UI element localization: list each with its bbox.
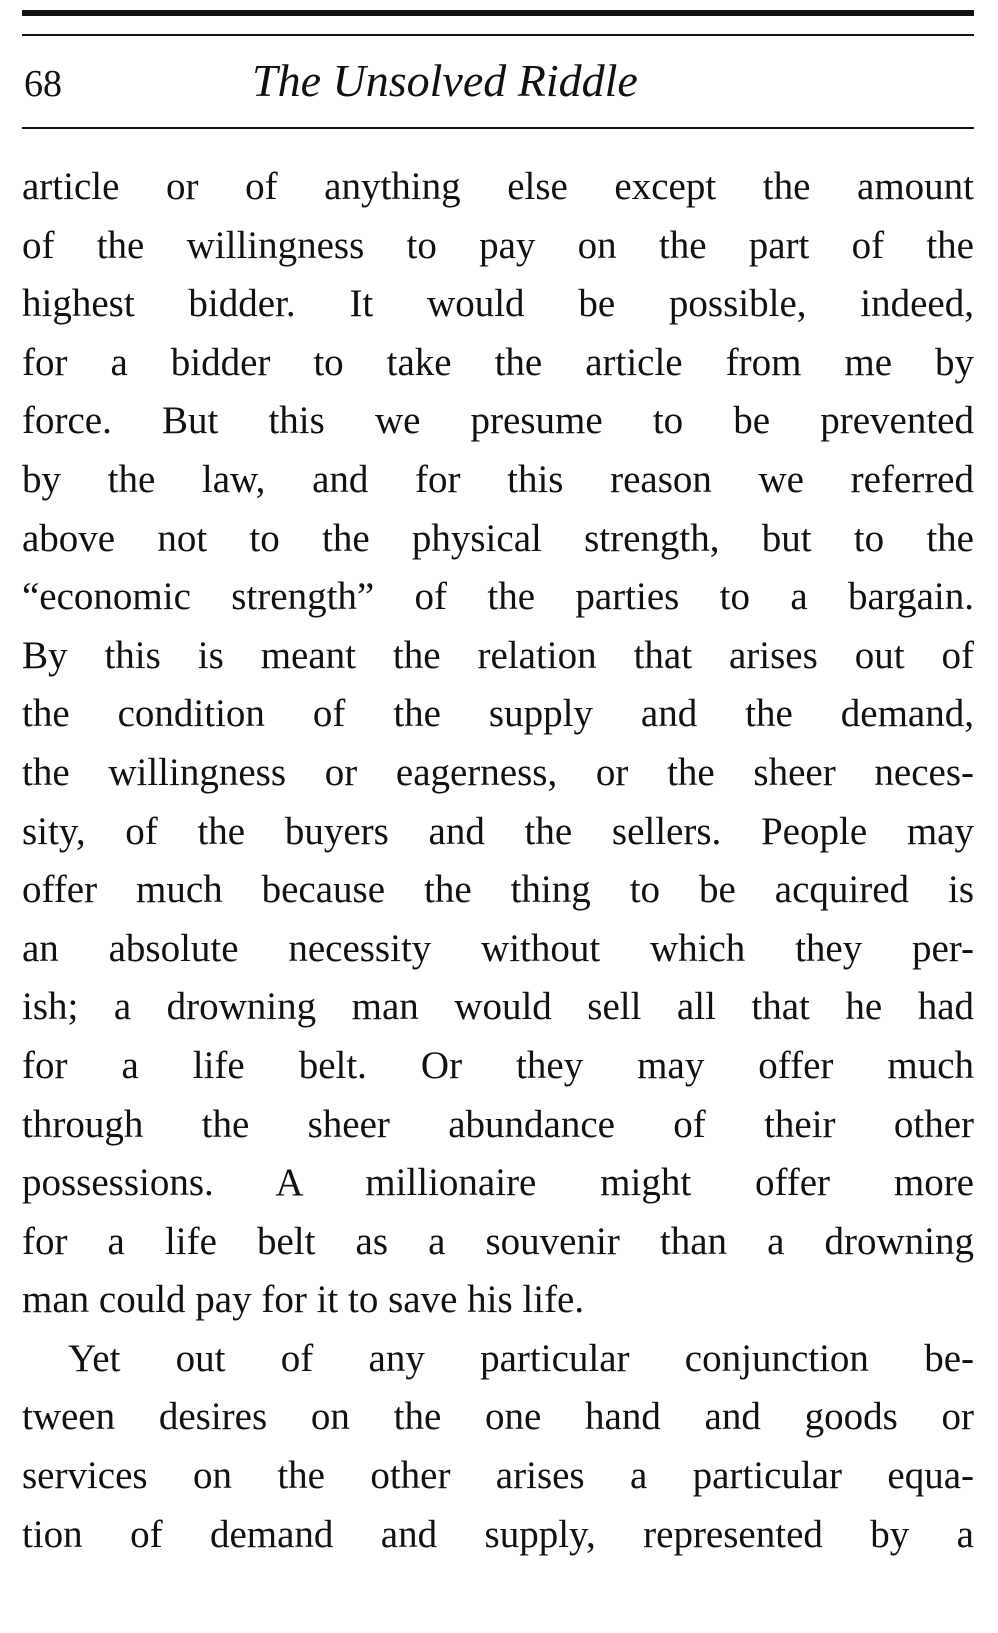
text-line: above not to the physical strength, but to the [22,516,974,560]
text-line: possessions. A millionaire might offer more [22,1161,974,1205]
text-line: the willingness or eagerness, or the sheer neces- [22,750,974,794]
text-line: by the law, and for this reason we referred [22,457,974,501]
text-line: services on the other arises a particular equa- [22,1454,974,1498]
text-line: an absolute necessity without which they per- [22,926,974,970]
header-rule [22,127,974,129]
text-line: force. But this we presume to be prevented [22,399,974,443]
text-line: “economic strength” of the parties to a bargain. [22,575,974,619]
text-line: tween desires on the one hand and goods or [22,1395,974,1439]
text-line: for a bidder to take the article from me by [22,340,974,384]
text-line: highest bidder. It would be possible, indeed, [22,282,974,326]
paragraph-last-line: man could pay for it to save his life. [22,1278,585,1322]
paragraph-first-line: Yet out of any particular conjunction be- [68,1336,974,1380]
running-title: The Unsolved Riddle [252,55,638,106]
text-line: offer much because the thing to be acquired is [22,868,974,912]
text-line: ish; a drowning man would sell all that he had [22,985,974,1029]
top-thick-rule [22,10,974,16]
top-thin-rule [22,34,974,36]
page-header [22,54,974,116]
body-text [22,158,974,1564]
text-line: for a life belt as a souvenir than a drowning [22,1219,974,1263]
text-line: tion of demand and supply, represented by a [22,1512,974,1556]
text-line: for a life belt. Or they may offer much [22,1043,974,1087]
text-line: through the sheer abundance of their other [22,1102,974,1146]
text-line: of the willingness to pay on the part of the [22,223,974,267]
page-number: 68 [24,63,62,105]
text-line: sity, of the buyers and the sellers. People may [22,809,974,853]
text-line: article or of anything else except the amount [22,165,974,208]
text-line: By this is meant the relation that arises out of [22,633,974,677]
text-line: the condition of the supply and the demand, [22,692,974,736]
